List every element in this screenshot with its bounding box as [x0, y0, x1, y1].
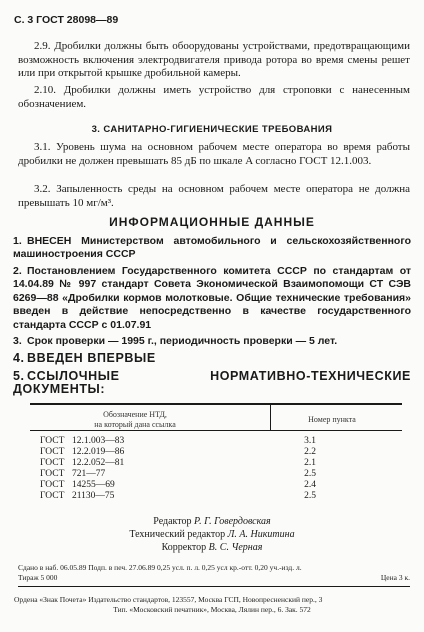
- imprint-line-1: Сдано в наб. 06.05.89 Подп. в печ. 27.06.89 0,25 усл. п. л. 0,25 усл кр.-отт. 0,20 уч.-изд. л.: [18, 563, 302, 572]
- info-item-4: 4. ВВЕДЕН ВПЕРВЫЕ: [13, 351, 156, 365]
- paragraph-2-10: 2.10. Дробилки должны иметь устройство для строповки с нанесенным обозначением.: [18, 84, 410, 110]
- paragraph-3-2: 3.2. Запыленность среды на основном рабочем месте оператора не должна превышать 10 мг/м³.: [18, 183, 410, 209]
- table-row: ГОСТ 12.2.052—81 2.1: [40, 458, 316, 468]
- table-header-ntd: Обозначение НТД, на который дана ссылка: [94, 410, 176, 429]
- imprint-printer: Тип. «Московский печатник», Москва, Лялин пер., 6. Зак. 572: [113, 605, 311, 614]
- table-header-point: Номер пункта: [308, 415, 356, 424]
- table-row: ГОСТ 12.1.003—83 3.1: [40, 436, 316, 446]
- imprint-price: Цена 3 к.: [380, 573, 410, 582]
- page-header: С. 3 ГОСТ 28098—89: [14, 14, 119, 26]
- table-row: ГОСТ 21130—75 2.5: [40, 491, 316, 501]
- table-column-divider: [270, 404, 271, 430]
- table-row: ГОСТ 12.2.019—86 2.2: [40, 447, 316, 457]
- table-header-rule: [30, 430, 402, 431]
- credit-corrector: Корректор В. С. Черная: [161, 542, 263, 553]
- credit-tech-editor: Технический редактор Л. А. Никитина: [129, 529, 295, 540]
- table-top-rule: [30, 403, 402, 405]
- imprint-rule: [18, 586, 410, 587]
- paragraph-2-9: 2.9. Дробилки должны быть обоорудованы устройствами, предотвращающими возможность включения электродвигателя привода ротора во время смены решет или при открытой крышке дробильной камеры.: [18, 40, 410, 80]
- table-row: ГОСТ 721—77 2.5: [40, 469, 316, 479]
- paragraph-3-1: 3.1. Уровень шума на основном рабочем месте оператора во время работы дробилки не должен превышать 85 дБ по шкале A согласно ГОСТ 12.1.003.: [18, 141, 410, 167]
- table-row: ГОСТ 14255—69 2.4: [40, 480, 316, 490]
- info-item-5: 5. ССЫЛОЧНЫЕ НОРМАТИВНО-ТЕХНИЧЕСКИЕ ДОКУМЕНТЫ:: [13, 369, 411, 397]
- info-item-1: 1. ВНЕСЕН Министерством автомобильного и сельскохозяйственного машиностроения СССР: [13, 235, 411, 261]
- credit-editor: Редактор Р. Г. Говердовская: [153, 516, 271, 527]
- section-3-title: 3. САНИТАРНО-ГИГИЕНИЧЕСКИЕ ТРЕБОВАНИЯ: [91, 124, 333, 135]
- info-title: ИНФОРМАЦИОННЫЕ ДАННЫЕ: [109, 215, 315, 229]
- imprint-publisher: Ордена «Знак Почета» Издательство стандартов, 123557, Москва ГСП, Новопресненский пер., 3: [14, 595, 323, 604]
- info-item-3: 3. Срок проверки — 1995 г., периодичность проверки — 5 лет.: [13, 335, 338, 347]
- imprint-circulation: Тираж 5 000: [18, 573, 58, 582]
- info-item-2: 2. Постановлением Государственного комитета СССР по стандартам от 14.04.89 № 997 стандарт Совета Экономической Взаимопомощи СТ СЭВ 6269—88 «Дробилки кормов молотковые. Общие технические требования» введен в действие непосредственно в качестве государственного стандарта СССР с 01.07.91: [13, 265, 411, 331]
